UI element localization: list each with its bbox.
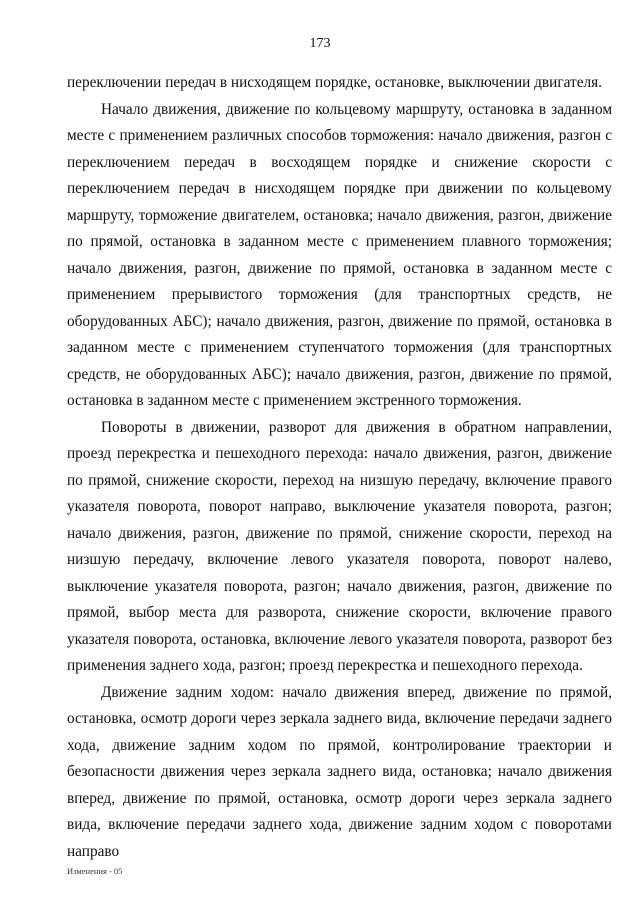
- body-text: [67, 70, 612, 865]
- paragraph-continuation: переключении передач в нисходящем порядке, остановке, выключении двигателя.: [67, 74, 602, 91]
- paragraph-turns: Повороты в движении, разворот для движения в обратном направлении, проезд перекрестка и пешеходного перехода: начало движения, разгон, движение по прямой, снижение скорости, переход на низшую передачу, включение правого указателя поворота, поворот направо, выключение указателя поворота, разгон; начало движения, разгон, движение по прямой, снижение скорости, переход на низшую передачу, включение левого указателя поворота, поворот налево, выключение указателя поворота, разгон; начало движения, разгон, движение по прямой, выбор места для разворота, снижение скорости, включение правого указателя поворота, остановка, включение левого указателя поворота, разворот без применения заднего хода, разгон; проезд перекрестка и пешеходного перехода.: [67, 418, 612, 674]
- page-number: 173: [309, 36, 331, 51]
- paragraph-braking: Начало движения, движение по кольцевому маршруту, остановка в заданном месте с применением различных способов торможения: начало движения, разгон с переключением передач в восходящем порядке и снижение скорости с переключением передач в нисходящем порядке при движении по кольцевому маршруту, торможение двигателем, остановка; начало движения, разгон, движение по прямой, остановка в заданном месте с применением плавного торможения; начало движения, разгон, движение по прямой, остановка в заданном месте с применением прерывистого торможения (для транспортных средств, не оборудованных АБС); начало движения, разгон, движение по прямой, остановка в заданном месте с применением ступенчатого торможения (для транспортных средств, не оборудованных АБС); начало движения, разгон, движение по прямой, остановка в заданном месте с применением экстренного торможения.: [67, 100, 612, 409]
- paragraph-reverse: Движение задним ходом: начало движения вперед, движение по прямой, остановка, осмотр дороги через зеркала заднего вида, включение передачи заднего хода, движение задним ходом по прямой, контролирование траектории и безопасности движения через зеркала заднего вида, остановка; начало движения вперед, движение по прямой, остановка, осмотр дороги через зеркала заднего вида, включение передачи заднего хода, движение задним ходом с поворотами направо: [67, 683, 612, 860]
- revision-footer: Изменения - 05: [67, 866, 123, 876]
